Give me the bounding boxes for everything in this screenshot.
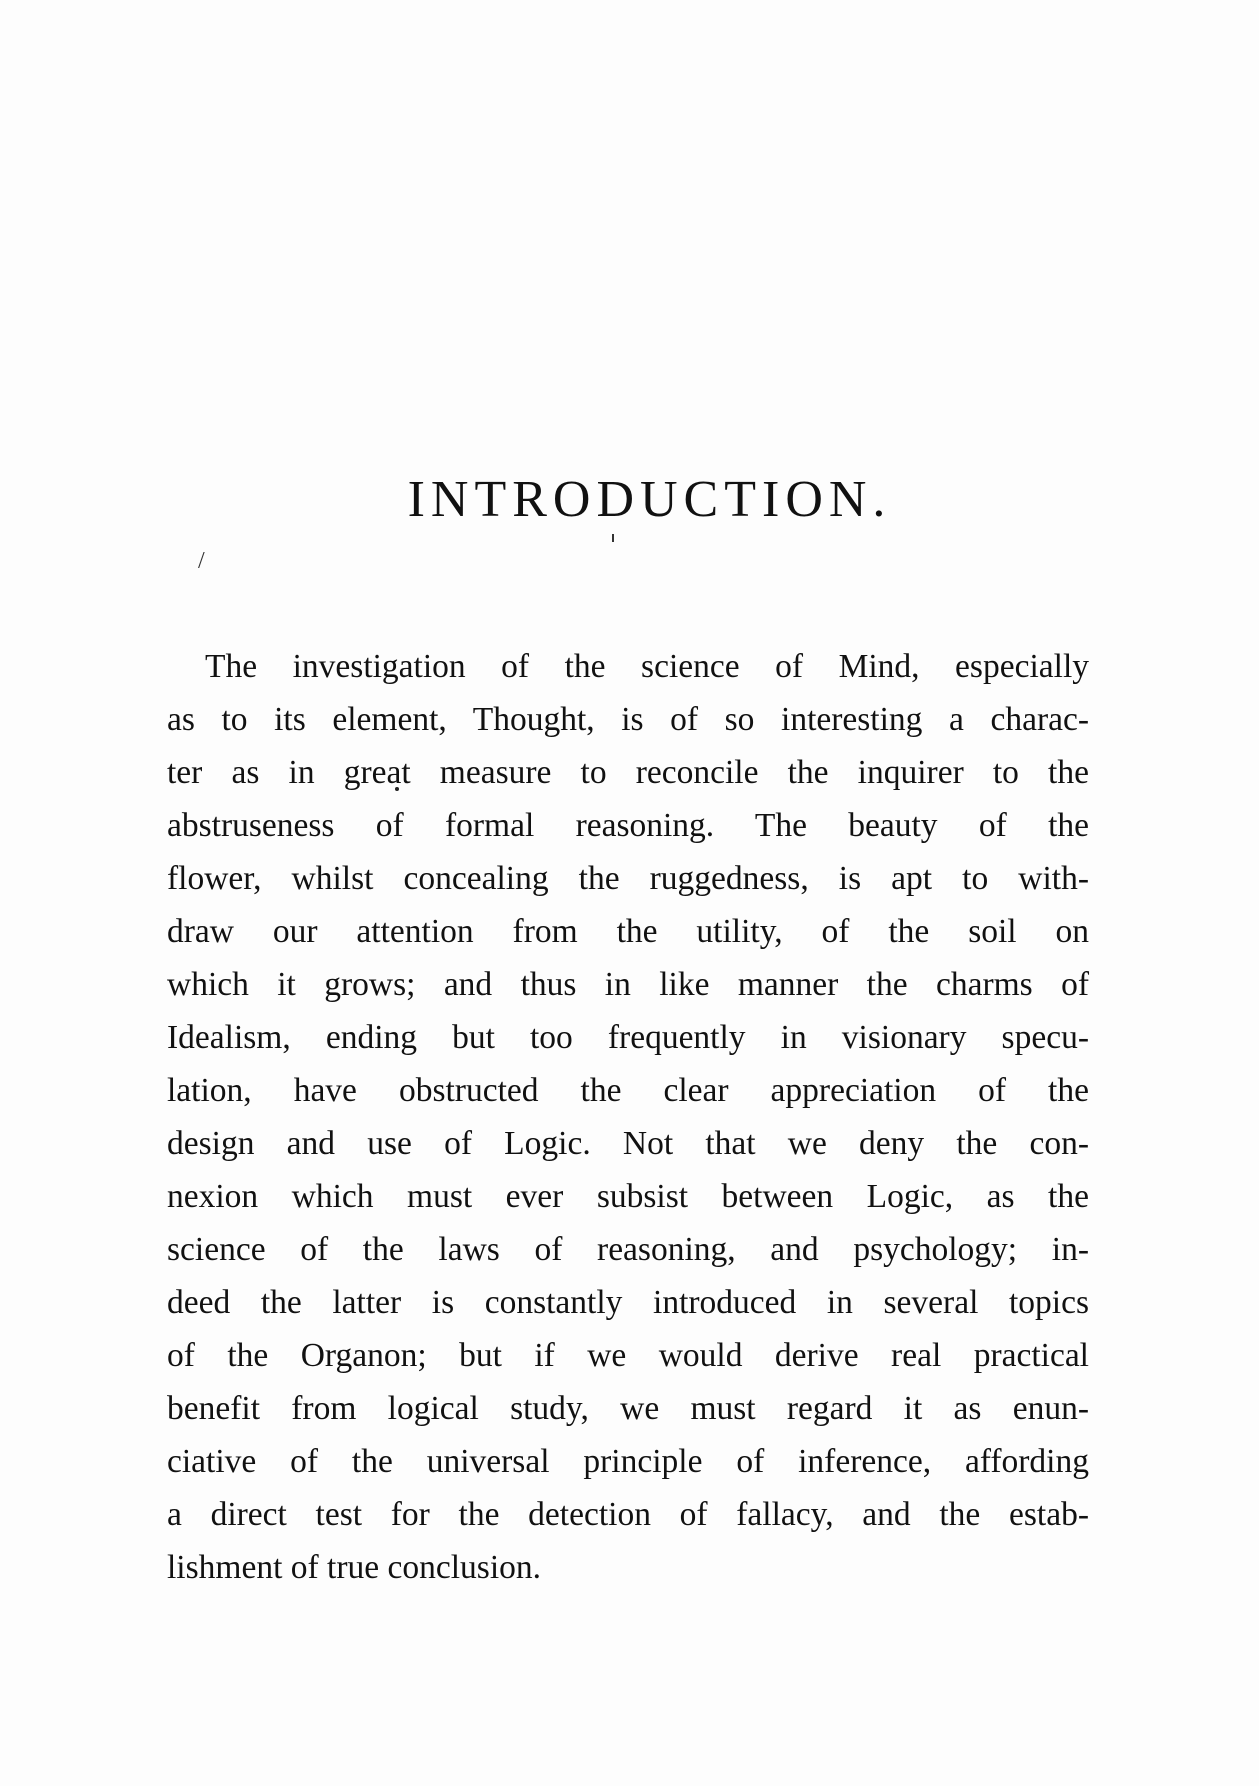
paragraph-line: deed the latter is constantly introduced in several topics	[167, 1284, 1089, 1321]
paragraph-line: nexion which must ever subsist between Logic, as the	[167, 1178, 1089, 1215]
paragraph-line: flower, whilst concealing the ruggedness, is apt to with-	[167, 860, 1089, 897]
paragraph-line: Idealism, ending but too frequently in visionary specu-	[167, 1019, 1089, 1056]
stray-slash-mark: /	[198, 548, 205, 574]
paragraph-line: lation, have obstructed the clear appreciation of the	[167, 1072, 1089, 1109]
paragraph-line: abstruseness of formal reasoning. The beauty of the	[167, 807, 1089, 844]
paragraph-line: as to its element, Thought, is of so interesting a charac-	[167, 701, 1089, 738]
paragraph-line: design and use of Logic. Not that we deny the con-	[167, 1125, 1089, 1162]
stray-tick-mark	[612, 534, 614, 542]
paragraph-line: lishment of true conclusion.	[167, 1549, 542, 1586]
paragraph-line: of the Organon; but if we would derive real practical	[167, 1337, 1089, 1374]
paragraph-line: science of the laws of reasoning, and psychology; in-	[167, 1231, 1089, 1268]
paragraph-line: ciative of the universal principle of inference, affording	[167, 1443, 1089, 1480]
paragraph-line: a direct test for the detection of fallacy, and the estab-	[167, 1496, 1089, 1533]
body-paragraph	[167, 640, 1089, 1594]
paragraph-line: which it grows; and thus in like manner the charms of	[167, 966, 1089, 1003]
paragraph-line: ter as in great measure to reconcile the inquirer to the	[167, 754, 1089, 791]
paragraph-line: draw our attention from the utility, of the soil on	[167, 913, 1089, 950]
paragraph-line: The investigation of the science of Mind, especially	[205, 648, 1089, 685]
chapter-title: INTRODUCTION.	[407, 471, 892, 528]
paragraph-line: benefit from logical study, we must regard it as enun-	[167, 1390, 1089, 1427]
